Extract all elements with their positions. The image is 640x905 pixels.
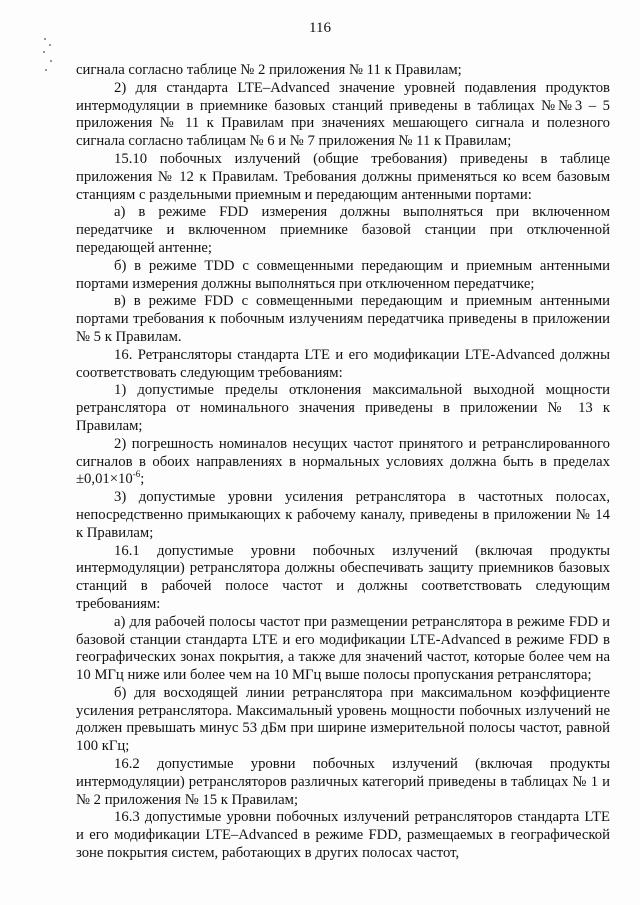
- paragraph: в) в режиме FDD с совмещенными передающим и приемным антенными портами требования к побочным излучениям передатчика приведены в приложении № 5 к Правилам.: [76, 293, 610, 345]
- paragraph: 16.1 допустимые уровни побочных излучений (включая продукты интермодуляции) ретранслятора должны обеспечивать защиту приемников базовых станций в рабочей полосе частот и должны соответствовать следующим требованиям:: [76, 542, 610, 612]
- paragraph: 15.10 побочных излучений (общие требования) приведены в таблице приложения № 12 к Правилам. Требования должны применяться ко всем базовым станциям с раздельными приемным и передающим антенными портами:: [76, 150, 610, 203]
- paragraph: сигнала согласно таблице № 2 приложения № 11 к Правилам;: [76, 62, 462, 78]
- paragraph: б) для восходящей линии ретранслятора при максимальном коэффициенте усиления ретранслятора. Максимальный уровень мощности побочных излучений не должен превышать минус 53 дБм при ширине измерительной полосы частот, равной 100 кГц;: [76, 684, 610, 755]
- paragraph: [76, 436, 610, 489]
- paragraph: 2) для стандарта LTE–Advanced значение уровней подавления продуктов интермодуляции в приемнике базовых станций приведены в таблицах №№3 – 5 приложения № 11 к Правилам при значениях мешающего сигнала и полезного сигнала согласно таблицам № 6 и № 7 приложения № 11 к Правилам;: [76, 79, 610, 150]
- paragraph-text: 2) погрешность номиналов несущих частот принятого и ретранслированного сигналов в обоих направлениях в нормальных условиях должна быть в пределах ±0,01×10: [76, 435, 610, 488]
- document-body: [76, 62, 610, 863]
- paragraph: 3) допустимые уровни усиления ретранслятора в частотных полосах, непосредственно примыкающих к рабочему каналу, приведены в приложении № 14 к Правилам;: [76, 489, 610, 541]
- paragraph: б) в режиме TDD с совмещенными передающим и приемным антенными портами измерения должны выполняться при отключенном передатчике;: [76, 257, 610, 292]
- paragraph: 16.2 допустимые уровни побочных излучений (включая продукты интермодуляции) ретрансляторов различных категорий приведены в таблицах № 1 и № 2 приложения № 15 к Правилам;: [76, 756, 610, 808]
- margin-marks: [40, 38, 54, 74]
- page-number: 116: [309, 20, 331, 36]
- paragraph: а) в режиме FDD измерения должны выполняться при включенном передатчике и включенном приемнике базовой станции при отключенной передающей антенне;: [76, 204, 610, 256]
- paragraph-tail: ;: [140, 471, 145, 488]
- paragraph: 1) допустимые пределы отклонения максимальной выходной мощности ретранслятора от номинального значения приведены в приложении № 13 к Правилам;: [76, 382, 610, 434]
- paragraph: 16. Ретрансляторы стандарта LTE и его модификации LTE-Advanced должны соответствовать следующим требованиям:: [76, 346, 610, 381]
- exponent: -6: [132, 469, 141, 480]
- paragraph: а) для рабочей полосы частот при размещении ретранслятора в режиме FDD и базовой станции стандарта LTE и его модификации LTE-Advanced в режиме FDD в географических зонах покрытия, а также для значений частот, которые более чем на 10 МГц ниже или более чем на 10 МГц выше полосы пропускания ретранслятора;: [76, 613, 610, 684]
- paragraph: 16.3 допустимые уровни побочных излучений ретрансляторов стандарта LTE и его модификации LTE–Advanced в режиме FDD, размещаемых в географической зоне покрытия систем, работающих в других полосах частот,: [76, 809, 610, 862]
